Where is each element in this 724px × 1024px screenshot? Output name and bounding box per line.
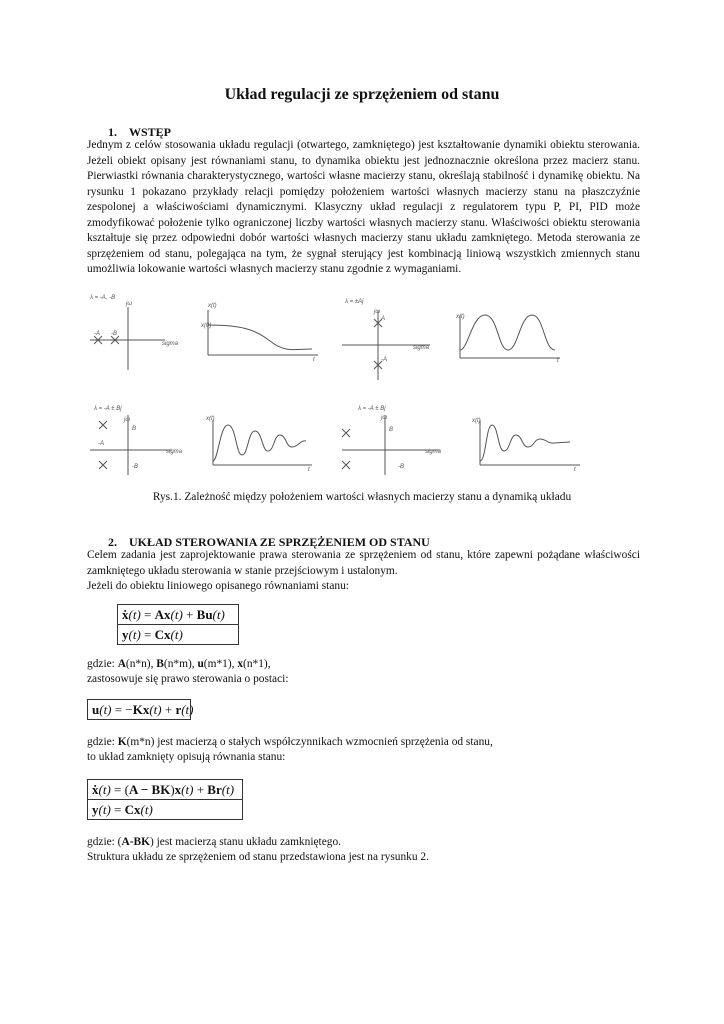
control-law-box bbox=[87, 699, 194, 720]
closed-loop-equation-box bbox=[87, 779, 243, 820]
fig-label-t-2: t bbox=[557, 358, 559, 364]
figure-1 bbox=[80, 285, 600, 485]
fig-panel-poles-real bbox=[89, 295, 179, 370]
fig-panel-response-decay bbox=[200, 303, 318, 363]
fig-label-p7-eq: λ = -A ± Bj bbox=[358, 406, 386, 412]
page-title: Układ regulacji ze sprzężeniem od stanu bbox=[224, 86, 500, 103]
fig-label-x0: x(0) bbox=[201, 323, 212, 329]
closed-loop-matrix-line: gdzie: (A-BK) jest macierzą stanu układu zamkniętego. bbox=[87, 836, 342, 848]
fig-label-t: t bbox=[313, 357, 315, 363]
control-law-equation: u(t) = −Kx(t) + r(t) bbox=[92, 702, 194, 717]
fig-label-p5-ma: -A bbox=[98, 441, 104, 447]
fig-label-p3-eq: λ = ±Aj bbox=[345, 299, 364, 305]
output-equation: y(t) = Cx(t) bbox=[118, 624, 238, 644]
fig-panel-response-underdamped bbox=[471, 418, 580, 473]
fig-label-sigma: sigma bbox=[162, 341, 179, 347]
state-equation: ẋ(t) = Ax(t) + Bu(t) bbox=[122, 607, 225, 622]
fig-label-sigma-4: sigma bbox=[425, 449, 442, 455]
fig-label-p5-mb: -B bbox=[132, 464, 138, 470]
fig-label-p1-a: -A bbox=[94, 331, 100, 337]
section-2-heading: 2. UKŁAD STEROWANIA ZE SPRZĘŻENIEM OD STANU bbox=[108, 535, 430, 549]
fig-label-p3-ma: -A bbox=[381, 357, 387, 363]
fig-label-xt: x(t) bbox=[208, 303, 217, 309]
fig-label-xt-3: x(t) bbox=[206, 416, 215, 422]
fig-label-p7-mb: -B bbox=[398, 464, 404, 470]
fig-label-t-3: t bbox=[308, 467, 310, 473]
fig-label-xt-2: x(t) bbox=[456, 314, 465, 320]
section-1-heading: 1. WSTĘP bbox=[108, 125, 172, 139]
fig-panel-poles-complex bbox=[342, 406, 442, 475]
fig-label-jw-3: jω bbox=[124, 417, 131, 423]
k-matrix-line: gdzie: K(m*n) jest macierzą o stałych współczynnikach wzmocnień sprzężenia od stanu, bbox=[87, 736, 493, 748]
section-2-paragraph-4: to układ zamknięty opisują równania stanu: bbox=[87, 751, 286, 763]
fig-label-p1-eq: λ = -A, -B bbox=[90, 295, 116, 301]
fig-label-jw-4: jω bbox=[381, 415, 388, 421]
section-2-paragraph-3: zastosowuje się prawo sterowania o postaci: bbox=[87, 673, 289, 685]
fig-label-p5-b: B bbox=[132, 426, 137, 432]
fig-label-p5-eq: λ = -A ± Bj bbox=[94, 406, 122, 412]
fig-panel-poles-imag bbox=[342, 299, 430, 380]
fig-label-p7-b: B bbox=[389, 427, 394, 433]
fig-label-jw-2: jω bbox=[374, 309, 381, 315]
fig-panel-response-damped bbox=[205, 416, 312, 473]
fig-panel-response-oscillation bbox=[455, 314, 560, 364]
fig-panel-poles-complex-stable bbox=[90, 406, 183, 475]
closed-loop-output-equation: y(t) = Cx(t) bbox=[88, 799, 242, 819]
fig-label-jw: jω bbox=[126, 301, 133, 307]
section-2-paragraph-2: Jeżeli do obiektu liniowego opisanego równaniami stanu: bbox=[87, 580, 349, 592]
fig-label-p1-b: -B bbox=[111, 331, 117, 337]
section-1-paragraph: Jednym z celów stosowania układu regulacji (otwartego, zamkniętego) jest kształtowanie dynamiki obiektu sterowania. Jeżeli obiekt opisany jest równaniami stanu, to dynamika obiektu jest jednoznacznie określona przez macierz stanu. Pierwiastki równania charakterystycznego, wartości własne macierzy stanu, określają stabilność i dynamikę obiektu. Na rysunku 1 pokazano przykłady relacji pomiędzy położeniem wartości własnych macierzy stanu na płaszczyźnie zespolonej a właściwościami dynamicznymi. Klasyczny układ regulacji z regulatorem typu P, PI, PID może zmodyfikować położenie tylko ograniczonej liczby wartości własnych macierzy stanu. Właściwości obiektu sterowania kształtuje się przez odpowiedni dobór wartości własnych macierzy stanu układu zamkniętego. Metoda sterowania ze sprzężeniem od stanu, polegająca na tym, że sygnał sterujący jest kombinacją liniową wszystkich zmiennych stanu umożliwia lokowanie wartości własnych macierzy stanu zgodnie z wymaganiami. bbox=[87, 139, 640, 275]
closed-loop-state-equation: ẋ(t) = (A − BK)x(t) + Br(t) bbox=[92, 782, 235, 797]
dimensions-line: gdzie: A(n*n), B(n*m), u(m*1), x(n*1), bbox=[87, 658, 271, 670]
fig-label-sigma-3: sigma bbox=[166, 449, 183, 455]
figure-caption: Rys.1. Zależność między położeniem wartości własnych macierzy stanu a dynamiką układu bbox=[152, 491, 572, 503]
section-2-paragraph-1: Celem zadania jest zaprojektowanie prawa sterowania ze sprzężeniem od stanu, które zapewni pożądane właściwości zamkniętego układu sterowania w stanie przejściowym i ustalonym. bbox=[87, 549, 640, 577]
section-2-paragraph-5: Struktura układu ze sprzężeniem od stanu przedstawiona jest na rysunku 2. bbox=[87, 851, 429, 863]
fig-label-t-4: t bbox=[574, 467, 576, 473]
state-equation-box bbox=[117, 604, 239, 645]
fig-label-p3-a: A bbox=[381, 316, 386, 322]
fig-label-sigma-2: sigma bbox=[413, 345, 430, 351]
fig-label-xt-4: x(t) bbox=[472, 418, 481, 424]
